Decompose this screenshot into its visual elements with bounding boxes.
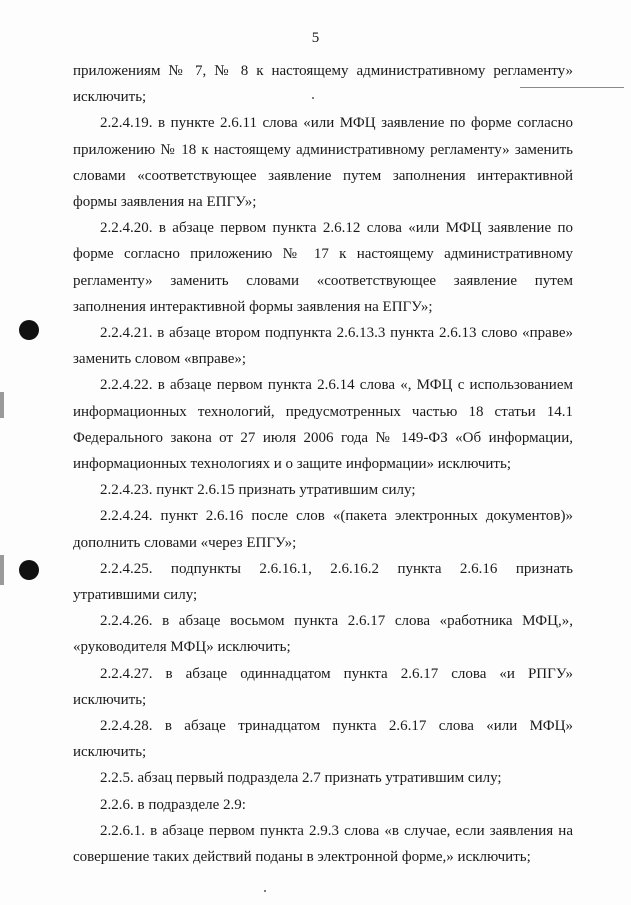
page-number: 5 bbox=[311, 30, 320, 46]
paragraph: 2.2.4.23. пункт 2.6.15 признать утратившим силу; bbox=[100, 482, 416, 499]
paragraph: 2.2.6. в подразделе 2.9: bbox=[100, 796, 246, 813]
paragraph: 2.2.4.24. пункт 2.6.16 после слов «(пакета электронных документов)» дополнить словами «через ЕПГУ»; bbox=[73, 508, 573, 551]
scan-artifact-dot bbox=[264, 890, 266, 892]
paragraph: 2.2.4.20. в абзаце первом пункта 2.6.12 слова «или МФЦ заявление по форме согласно приложению № 17 к настоящему административному регламенту» заменить словами «соответствующее заявление путем заполнения интерактивной формы заявления на ЕПГУ»; bbox=[73, 220, 573, 315]
binder-punch-hole bbox=[19, 320, 39, 340]
paragraph: 2.2.5. абзац первый подраздела 2.7 признать утратившим силу; bbox=[100, 770, 502, 787]
paragraph: 2.2.4.21. в абзаце втором подпункта 2.6.13.3 пункта 2.6.13 слово «праве» заменить словом «вправе»; bbox=[73, 325, 573, 368]
paragraph: 2.2.4.26. в абзаце восьмом пункта 2.6.17 слова «работника МФЦ,», «руководителя МФЦ» исключить; bbox=[73, 613, 573, 656]
paragraph: 2.2.4.22. в абзаце первом пункта 2.6.14 слова «, МФЦ с использованием информационных технологий, предусмотренных частью 18 статьи 14.1 Федерального закона от 27 июля 2006 года № 149-ФЗ «Об информации, информационных технологиях и о защите информации» исключить; bbox=[73, 377, 573, 473]
binder-punch-hole bbox=[19, 560, 39, 580]
paragraph: 2.2.4.27. в абзаце одиннадцатом пункта 2.6.17 слова «и РПГУ» исключить; bbox=[73, 665, 573, 708]
paragraph: 2.2.6.1. в абзаце первом пункта 2.9.3 слова «в случае, если заявления на совершение таких действий поданы в электронной форме,» исключить; bbox=[73, 822, 573, 866]
paragraph: 2.2.4.28. в абзаце тринадцатом пункта 2.6.17 слова «или МФЦ» исключить; bbox=[73, 718, 573, 761]
scan-edge-mark bbox=[0, 555, 4, 585]
paragraph: приложениям № 7, № 8 к настоящему административному регламенту» исключить; bbox=[73, 63, 573, 106]
paragraph: 2.2.4.25. подпункты 2.6.16.1, 2.6.16.2 пункта 2.6.16 признать утратившими силу; bbox=[73, 560, 573, 604]
paragraph: 2.2.4.19. в пункте 2.6.11 слова «или МФЦ заявление по форме согласно приложению № 18 к настоящему административному регламенту» заменить словами «соответствующее заявление путем заполнения интерактивной формы заявления на ЕПГУ»; bbox=[73, 115, 573, 211]
document-body bbox=[73, 58, 573, 870]
scan-edge-mark bbox=[0, 392, 4, 418]
